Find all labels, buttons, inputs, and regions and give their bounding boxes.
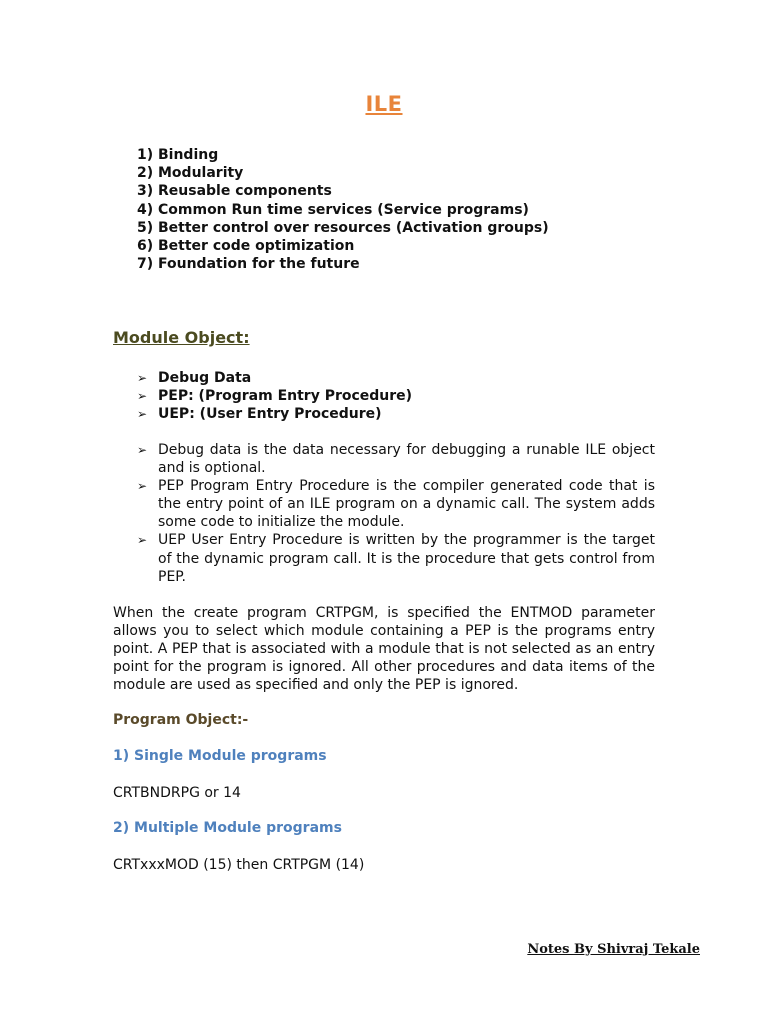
author-footer: Notes By Shivraj Tekale [527,942,700,957]
list-item [137,237,549,255]
list-item [137,255,549,273]
program-object-heading: Program Object:- [113,712,249,728]
item-text: Foundation for the future [158,256,360,273]
item-text: Debug Data [158,370,252,386]
module-object-heading: Module Object: [113,328,250,347]
single-module-text: CRTBNDRPG or 14 [113,785,241,801]
entmod-paragraph: When the create program CRTPGM, is specified the ENTMOD parameter allows you to select which module containing a PEP is the programs entry point. A PEP that is associated with a module that is not selected as an entry point for the program is ignored. All other procedures and data items of the module are used as specified and only the PEP is ignored. [113,605,655,694]
module-object-items [137,369,412,424]
list-item [137,182,549,200]
arrow-bullet-icon: ➢ [137,371,148,385]
item-text: Better control over resources (Activation groups) [158,219,549,236]
item-text: UEP User Entry Procedure is written by the programmer is the target of the dynamic program call. It is the procedure that gets control from PEP. [158,532,655,585]
list-item [137,441,655,477]
item-text: PEP: (Program Entry Procedure) [158,388,413,405]
multiple-module-heading: 2) Multiple Module programs [113,820,342,836]
features-list [137,146,549,273]
list-item [137,387,412,405]
list-item [137,146,549,164]
item-number: 6) [137,237,154,254]
multiple-module-text: CRTxxxMOD (15) then CRTPGM (14) [113,857,365,873]
list-item [137,201,549,219]
item-text: UEP: (User Entry Procedure) [158,406,382,423]
page-title: ILE [365,92,403,116]
single-module-heading: 1) Single Module programs [113,748,327,764]
item-text: PEP Program Entry Procedure is the compiler generated code that is the entry point of an ILE program on a dynamic call. The system adds some code to initialize the module. [158,478,655,531]
item-number: 2) [137,165,154,182]
item-text: Debug data is the data necessary for debugging a runable ILE object and is optional. [158,442,655,477]
list-item [137,369,412,387]
arrow-bullet-icon: ➢ [137,407,148,422]
item-number: 1) [137,147,154,163]
arrow-bullet-icon: ➢ [137,479,148,494]
list-item [137,164,549,182]
item-number: 3) [137,183,154,200]
list-item [137,531,655,585]
list-item [137,405,412,423]
item-text: Common Run time services (Service programs) [158,201,529,218]
item-number: 5) [137,219,154,236]
item-text: Modularity [158,165,244,182]
module-object-descriptions [137,441,655,586]
item-text: Reusable components [158,183,332,200]
item-text: Better code optimization [158,237,355,254]
list-item [137,219,549,237]
item-text: Binding [158,147,219,163]
arrow-bullet-icon: ➢ [137,533,148,548]
arrow-bullet-icon: ➢ [137,389,148,404]
arrow-bullet-icon: ➢ [137,443,148,457]
list-item [137,477,655,531]
item-number: 4) [137,201,154,218]
item-number: 7) [137,256,154,273]
